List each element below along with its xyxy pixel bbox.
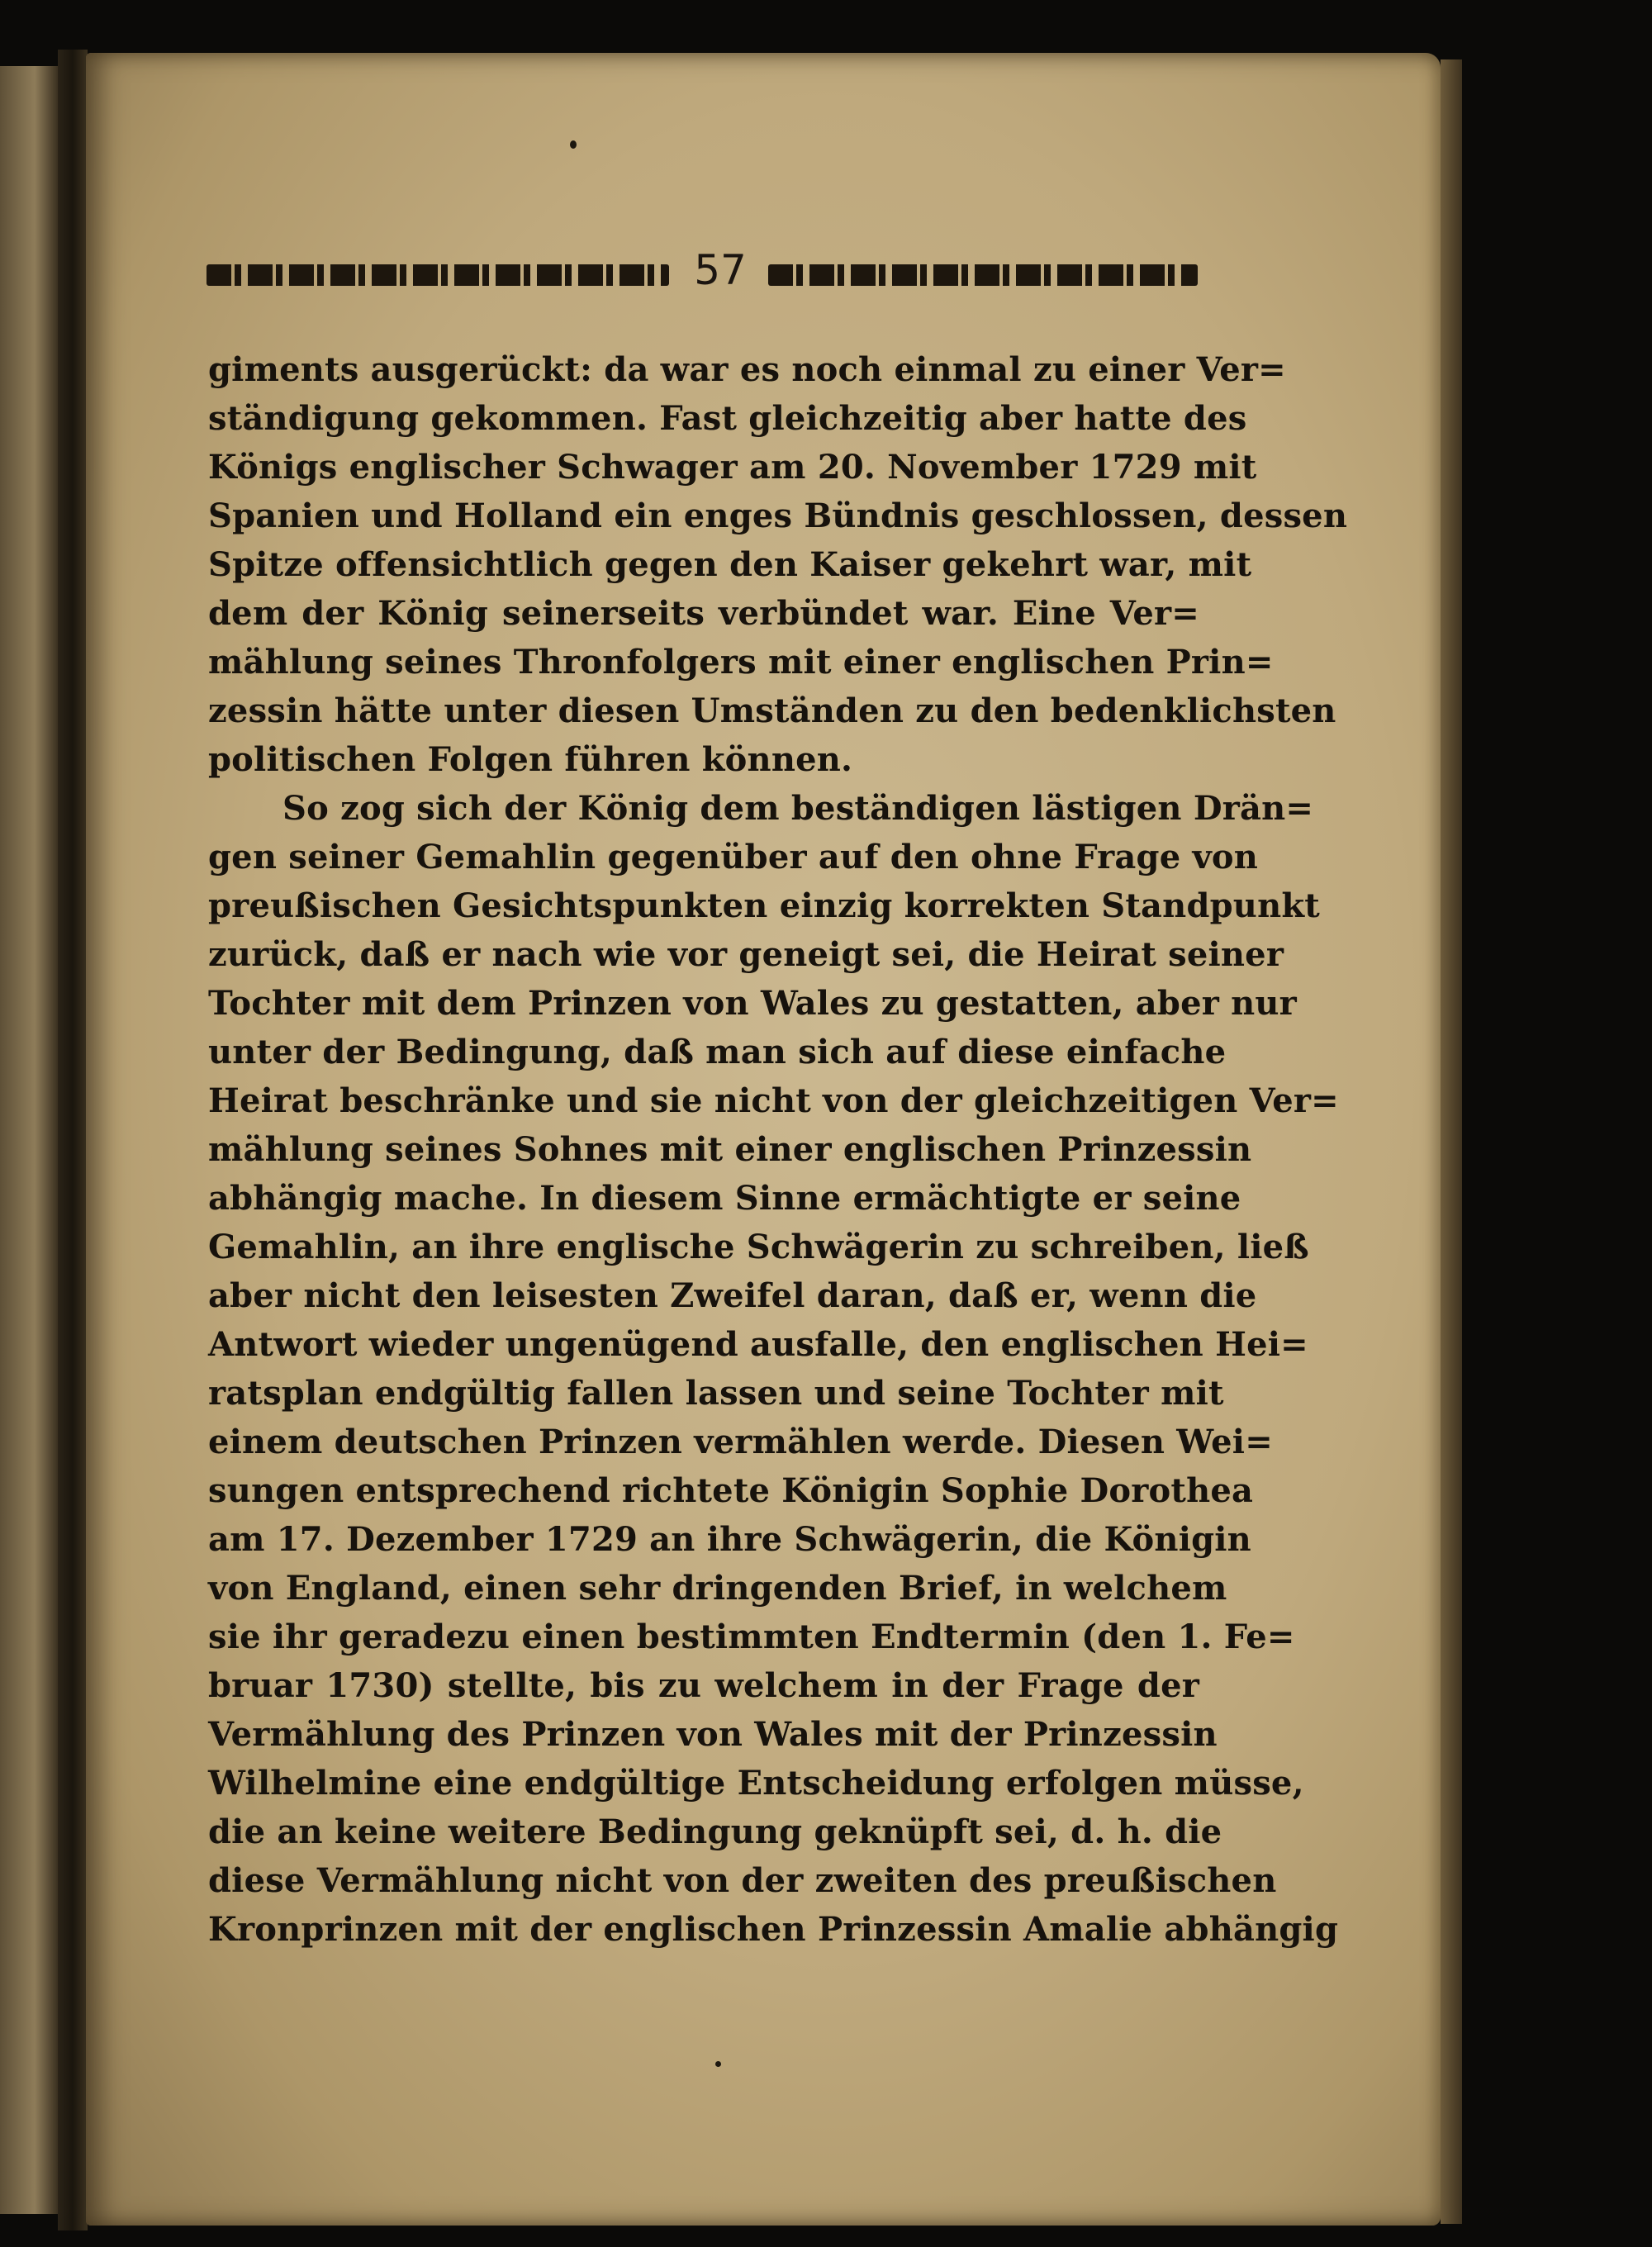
page-text: [208, 345, 1348, 1954]
text-line: gen seiner Gemahlin gegenüber auf den ohne Frage von: [208, 838, 1259, 876]
right-page-edge: [1441, 59, 1462, 2224]
text-line: Tochter mit dem Prinzen von Wales zu gestatten, aber nur: [208, 984, 1297, 1023]
book-gutter: [58, 50, 88, 2230]
text-line: zessin hätte unter diesen Umständen zu den bedenklichsten: [208, 691, 1336, 730]
text-line: abhängig mache. In diesem Sinne ermächtigte er seine: [208, 1179, 1241, 1218]
text-line: einem deutschen Prinzen vermählen werde. Diesen Wei=: [208, 1423, 1273, 1461]
text-line: giments ausgerückt: da war es noch einmal zu einer Ver=: [208, 350, 1286, 389]
text-line: ständigung gekommen. Fast gleichzeitig aber hatte des: [208, 399, 1247, 438]
text-line: Gemahlin, an ihre englische Schwägerin zu schreiben, ließ: [208, 1228, 1309, 1266]
text-line: mählung seines Sohnes mit einer englischen Prinzessin: [208, 1130, 1252, 1169]
text-line: Heirat beschränke und sie nicht von der gleichzeitigen Ver=: [208, 1081, 1339, 1120]
text-line: Königs englischer Schwager am 20. November 1729 mit: [208, 448, 1257, 487]
text-line: Vermählung des Prinzen von Wales mit der Prinzessin: [208, 1715, 1218, 1754]
text-line: Spanien und Holland ein enges Bündnis geschlossen, dessen: [208, 496, 1348, 535]
text-line: Spitze offensichtlich gegen den Kaiser gekehrt war, mit: [208, 545, 1252, 584]
text-line: politischen Folgen führen können.: [208, 740, 853, 779]
text-line: Wilhelmine eine endgültige Entscheidung erfolgen müsse,: [208, 1764, 1304, 1803]
text-line: preußischen Gesichtspunkten einzig korrekten Standpunkt: [208, 886, 1320, 925]
text-line: sie ihr geradezu einen bestimmten Endtermin (den 1. Fe=: [208, 1618, 1295, 1656]
text-line: ratsplan endgültig fallen lassen und seine Tochter mit: [208, 1374, 1224, 1413]
text-line: diese Vermählung nicht von der zweiten des preußischen: [208, 1861, 1277, 1900]
text-line: sungen entsprechend richtete Königin Sophie Dorothea: [208, 1471, 1254, 1510]
text-line: die an keine weitere Bedingung geknüpft sei, d. h. die: [208, 1812, 1222, 1851]
ink-spot-top: [570, 140, 577, 149]
page-number: 57: [694, 246, 747, 294]
text-line: So zog sich der König dem beständigen lästigen Drän=: [282, 789, 1314, 828]
text-line: mählung seines Thronfolgers mit einer englischen Prin=: [208, 643, 1274, 682]
text-line: Kronprinzen mit der englischen Prinzessin Amalie abhängig: [208, 1910, 1339, 1949]
page-header: [206, 246, 1198, 304]
text-line: Antwort wieder ungenügend ausfalle, den englischen Hei=: [208, 1325, 1308, 1364]
text-line: unter der Bedingung, daß man sich auf diese einfache: [208, 1033, 1227, 1071]
text-line: von England, einen sehr dringenden Brief, in welchem: [208, 1569, 1227, 1608]
text-line: zurück, daß er nach wie vor geneigt sei, die Heirat seiner: [208, 935, 1284, 974]
header-ornament-right: [768, 264, 1198, 286]
text-line: dem der König seinerseits verbündet war. Eine Ver=: [208, 594, 1199, 633]
ink-spot-bottom: [715, 2061, 721, 2067]
text-line: aber nicht den leisesten Zweifel daran, daß er, wenn die: [208, 1276, 1257, 1315]
left-page-edge: [0, 66, 58, 2214]
text-line: bruar 1730) stellte, bis zu welchem in der Frage der: [208, 1666, 1199, 1705]
text-line: am 17. Dezember 1729 an ihre Schwägerin, die Königin: [208, 1520, 1251, 1559]
header-ornament-left: [206, 264, 669, 286]
